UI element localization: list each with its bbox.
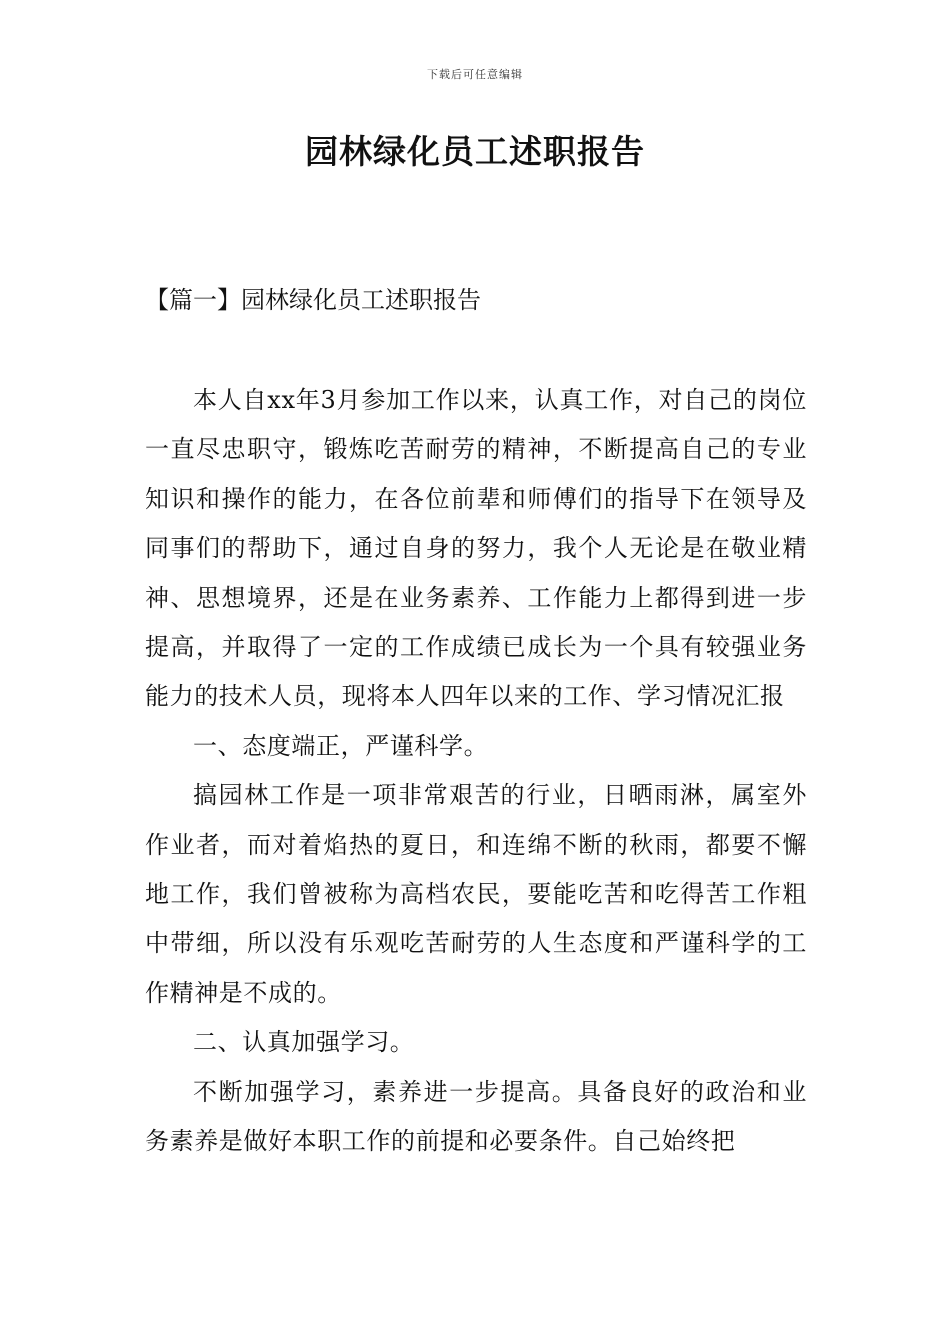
paragraph-attitude: 搞园林工作是一项非常艰苦的行业，日晒雨淋，属室外作业者，而对着焰热的夏日，和连绵不断的秋雨，都要不懈地工作，我们曾被称为高档农民，要能吃苦和吃得苦工作粗中带细，所以没有乐观吃苦耐劳的人生态度和严谨科学的工作精神是不成的。 [145, 781, 807, 1007]
document-title: 园林绿化员工述职报告 [305, 132, 645, 171]
paragraph-study: 不断加强学习，素养进一步提高。具备良好的政治和业务素养是做好本职工作的前提和必要条件。自己始终把 [145, 1077, 807, 1156]
header-note: 下载后可任意编辑 [427, 68, 523, 81]
section-heading: 【篇一】园林绿化员工述职报告 [145, 286, 481, 314]
paragraph-intro: 本人自xx年3月参加工作以来，认真工作，对自己的岗位一直尽忠职守，锻炼吃苦耐劳的精神，不断提高自己的专业知识和操作的能力，在各位前辈和师傅们的指导下在领导及同事们的帮助下，通过自身的努力，我个人无论是在敬业精神、思想境界，还是在业务素养、工作能力上都得到进一步提高，并取得了一定的工作成绩已成长为一个具有较强业务能力的技术人员，现将本人四年以来的工作、学习情况汇报 [145, 386, 807, 711]
document-body [145, 376, 807, 1167]
paragraph-heading-2: 二、认真加强学习。 [193, 1028, 415, 1057]
paragraph-heading-1: 一、态度端正，严谨科学。 [193, 731, 489, 760]
